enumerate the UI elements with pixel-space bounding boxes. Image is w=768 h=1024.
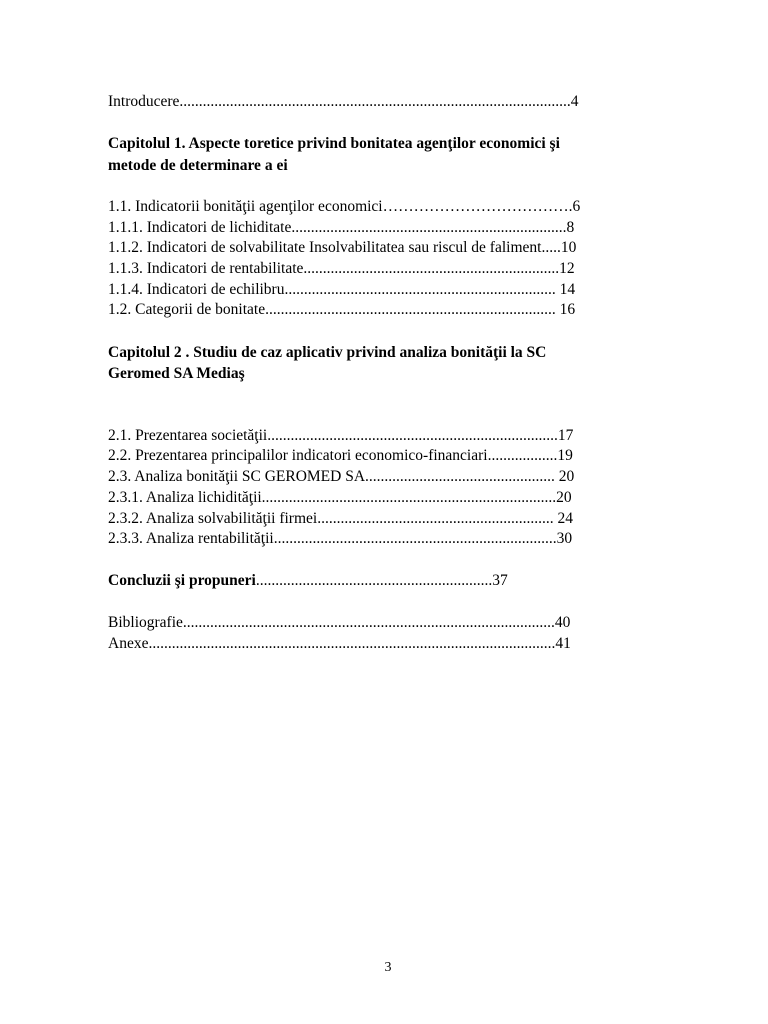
chapter1-title-line1: Capitolul 1. Aspecte toretice privind bonitatea agenţilor economici şi <box>108 135 560 152</box>
toc-entry-2-3-2: 2.3.2. Analiza solvabilităţii firmei............................................................. 24 <box>108 510 573 527</box>
toc-bibliography: Bibliografie................................................................................................40 <box>108 614 571 631</box>
toc-entry-2-1: 2.1. Prezentarea societăţii...........................................................................17 <box>108 427 574 444</box>
toc-entry-1-2: 1.2. Categorii de bonitate........................................................................... 16 <box>108 301 576 318</box>
toc-entry-2-2: 2.2. Prezentarea principalilor indicatori economico-financiari..................19 <box>108 447 573 464</box>
toc-entry-2-3-1: 2.3.1. Analiza lichidităţii............................................................................20 <box>108 489 572 506</box>
chapter2-title-line2: Geromed SA Mediaş <box>108 365 245 382</box>
toc-entry-1-1-4: 1.1.4. Indicatori de echilibru...................................................................... 14 <box>108 281 576 298</box>
chapter1-title-line2: metode de determinare a ei <box>108 157 288 174</box>
toc-introduction: Introducere.....................................................................................................4 <box>108 93 579 110</box>
toc-annexes: Anexe.........................................................................................................41 <box>108 635 571 652</box>
conclusions-dots: .............................................................37 <box>255 572 508 589</box>
conclusions-label: Concluzii şi propuneri <box>108 572 256 589</box>
toc-entry-1-1-2: 1.1.2. Indicatori de solvabilitate Insolvabilitatea sau riscul de faliment.....10 <box>108 239 577 256</box>
page-number: 3 <box>384 960 392 975</box>
chapter2-title-line1: Capitolul 2 . Studiu de caz aplicativ privind analiza bonităţii la SC <box>108 344 547 361</box>
toc-entry-1-1-3: 1.1.3. Indicatori de rentabilitate..................................................................12 <box>108 260 575 277</box>
toc-entry-2-3: 2.3. Analiza bonităţii SC GEROMED SA................................................. 20 <box>108 468 575 485</box>
toc-entry-1-1: 1.1. Indicatorii bonităţii agenţilor economici……………………………….6 <box>108 198 581 215</box>
toc-entry-2-3-3: 2.3.3. Analiza rentabilităţii.........................................................................30 <box>108 530 573 547</box>
toc-conclusions <box>108 571 508 591</box>
toc-entry-1-1-1: 1.1.1. Indicatori de lichiditate.......................................................................8 <box>108 219 575 236</box>
